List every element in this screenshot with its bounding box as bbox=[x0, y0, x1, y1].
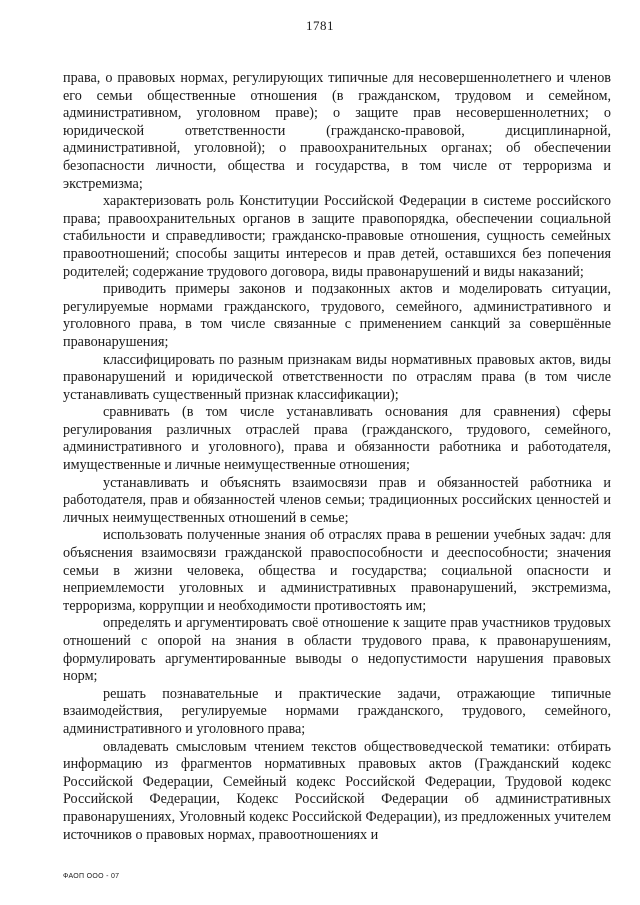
paragraph: классифицировать по разным признакам виды нормативных правовых актов, виды правонарушений и юридической ответственности по отраслям права (в том числе устанавливать существенный признак классификации); bbox=[63, 351, 611, 403]
paragraph: овладевать смысловым чтением текстов обществоведческой тематики: отбирать информацию из фрагментов нормативных правовых актов (Гражданский кодекс Российской Федерации, Семейный кодекс Российской Федерации, Трудовой кодекс Российской Федерации, Кодекс Российской Федерации об административных правонарушениях, Уголовный кодекс Российской Федерации), из предложенных учителем источников о правовых нормах, правоотношениях и bbox=[63, 738, 611, 843]
document-body bbox=[63, 70, 611, 844]
paragraph: права, о правовых нормах, регулирующих типичные для несовершеннолетнего и членов его семьи общественные отношения (в гражданском, трудовом и семейном, административном, уголовном праве); о защите прав несовершеннолетних; о юридической ответственности (гражданско-правовой, дисциплинарной, административной, уголовной); о правоохранительных органах; об обеспечении безопасности личности, общества и государства, в том числе от терроризма и экстремизма; bbox=[63, 70, 611, 192]
paragraph: использовать полученные знания об отраслях права в решении учебных задач: для объяснения взаимосвязи гражданской правоспособности и дееспособности; значения семьи в жизни человека, общества и государства; социальной опасности и неприемлемости уголовных и административных правонарушений, экстремизма, терроризма, коррупции и необходимости противостоять им; bbox=[63, 527, 611, 614]
paragraph: характеризовать роль Конституции Российской Федерации в системе российского права; правоохранительных органов в защите правопорядка, обеспечении социальной стабильности и справедливости; гражданско-правовые отношения, сущность семейных правоотношений; способы защиты интересов и прав детей, оставшихся без попечения родителей; содержание трудового договора, виды правонарушений и виды наказаний; bbox=[63, 193, 611, 280]
paragraph: сравнивать (в том числе устанавливать основания для сравнения) сферы регулирования различных отраслей права (гражданского, трудового, семейного, административного и уголовного), права и обязанности работника и работодателя, имущественные и личные неимущественные отношения; bbox=[63, 404, 611, 474]
paragraph: определять и аргументировать своё отношение к защите прав участников трудовых отношений с опорой на знания в области трудового права, к правонарушениям, формулировать аргументированные выводы о недопустимости нарушения правовых норм; bbox=[63, 615, 611, 685]
page-number: 1781 bbox=[306, 18, 334, 33]
paragraph: решать познавательные и практические задачи, отражающие типичные взаимодействия, регулируемые нормами гражданского, трудового, семейного, административного и уголовного права; bbox=[63, 685, 611, 737]
paragraph: устанавливать и объяснять взаимосвязи прав и обязанностей работника и работодателя, прав и обязанностей членов семьи; традиционных российских ценностей и личных неимущественных отношений в семье; bbox=[63, 474, 611, 526]
paragraph: приводить примеры законов и подзаконных актов и моделировать ситуации, регулируемые нормами гражданского, трудового, семейного, административного и уголовного права, в том числе связанные с применением санкций за совершённые правонарушения; bbox=[63, 281, 611, 350]
footer-code: ФАОП ООО - 07 bbox=[63, 873, 120, 880]
